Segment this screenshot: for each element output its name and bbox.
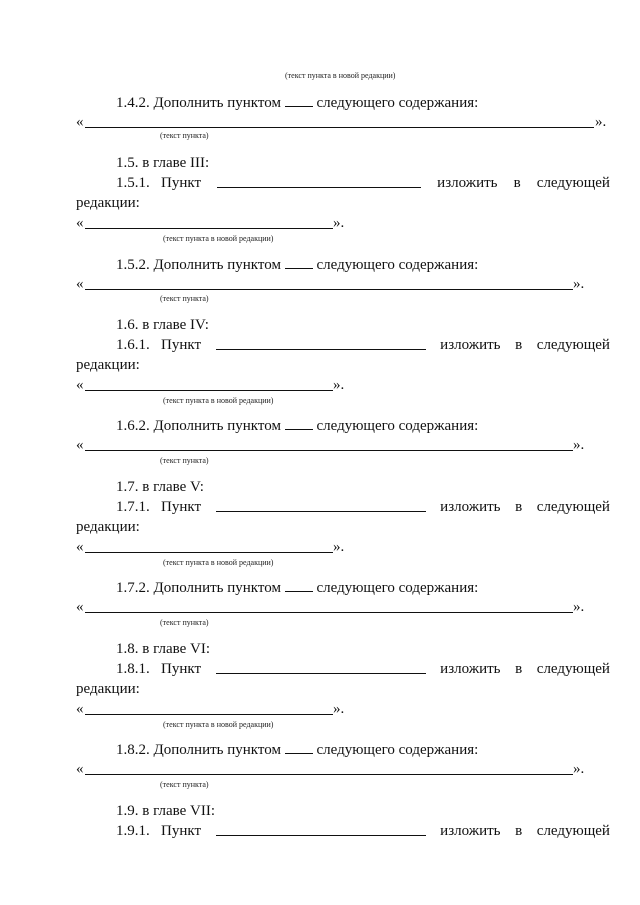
item-number: 1.7.1. bbox=[116, 499, 150, 515]
point-number-blank[interactable] bbox=[285, 578, 313, 592]
caption-text: (текст пункта) bbox=[160, 618, 209, 627]
text-blank-line[interactable] bbox=[85, 127, 594, 128]
close-quote: ». bbox=[333, 377, 345, 393]
point-number-blank[interactable] bbox=[216, 336, 426, 350]
izlozhit-word: изложить bbox=[437, 175, 498, 191]
redaktsii-word: редакции: bbox=[76, 357, 140, 373]
punkt-word: Пункт bbox=[161, 499, 202, 515]
open-quote: « bbox=[76, 539, 84, 555]
v-word: в bbox=[515, 661, 523, 677]
item-number: 1.4.2. bbox=[116, 95, 150, 111]
sled-word: следующей bbox=[536, 337, 610, 353]
point-number-blank[interactable] bbox=[216, 498, 426, 512]
open-quote: « bbox=[76, 114, 84, 130]
add-after-text: следующего содержания: bbox=[316, 95, 479, 111]
open-quote: « bbox=[76, 437, 84, 453]
close-quote: ». bbox=[333, 215, 345, 231]
open-quote: « bbox=[76, 761, 84, 777]
item-number: 1.8.1. bbox=[116, 661, 150, 677]
redaktsii-word: редакции: bbox=[76, 681, 140, 697]
open-quote: « bbox=[76, 701, 84, 717]
new-text-blank-line[interactable] bbox=[85, 552, 333, 553]
izlozhit-word: изложить bbox=[440, 337, 501, 353]
add-after-text: следующего содержания: bbox=[316, 257, 479, 273]
v-word: в bbox=[515, 337, 523, 353]
sled-word: следующей bbox=[536, 661, 610, 677]
caption-new-text: (текст пункта в новой редакции) bbox=[163, 720, 274, 729]
point-number-blank[interactable] bbox=[217, 174, 421, 188]
item-1-5-2 bbox=[116, 255, 478, 274]
item-1-8-1 bbox=[116, 660, 610, 678]
caption-text: (текст пункта) bbox=[160, 780, 209, 789]
point-number-blank[interactable] bbox=[285, 93, 313, 107]
item-1-9-1 bbox=[116, 822, 610, 840]
caption-new-text: (текст пункта в новой редакции) bbox=[163, 234, 274, 243]
punkt-word: Пункт bbox=[161, 175, 202, 191]
close-quote: ». bbox=[573, 437, 585, 453]
punkt-word: Пункт bbox=[161, 661, 202, 677]
izlozhit-word: изложить bbox=[440, 499, 501, 515]
point-number-blank[interactable] bbox=[285, 740, 313, 754]
add-before-text: Дополнить пунктом bbox=[153, 418, 281, 434]
caption-text: (текст пункта) bbox=[160, 456, 209, 465]
item-1-5-1 bbox=[116, 174, 610, 192]
close-quote: ». bbox=[573, 276, 585, 292]
add-before-text: Дополнить пунктом bbox=[153, 95, 281, 111]
new-text-blank-line[interactable] bbox=[85, 228, 333, 229]
close-quote: ». bbox=[333, 701, 345, 717]
close-quote: ». bbox=[333, 539, 345, 555]
item-number: 1.9.1. bbox=[116, 823, 150, 839]
izlozhit-word: изложить bbox=[440, 661, 501, 677]
punkt-word: Пункт bbox=[161, 337, 202, 353]
point-number-blank[interactable] bbox=[216, 660, 426, 674]
close-quote: ». bbox=[573, 761, 585, 777]
open-quote: « bbox=[76, 276, 84, 292]
caption-text: (текст пункта) bbox=[160, 131, 209, 140]
item-1-6-2 bbox=[116, 416, 478, 435]
chapter-heading: 1.9. в главе VII: bbox=[116, 803, 216, 819]
v-word: в bbox=[515, 823, 523, 839]
point-number-blank[interactable] bbox=[216, 822, 426, 836]
text-blank-line[interactable] bbox=[85, 774, 573, 775]
redaktsii-word: редакции: bbox=[76, 195, 140, 211]
point-number-blank[interactable] bbox=[285, 416, 313, 430]
item-1-8-2 bbox=[116, 740, 478, 759]
add-before-text: Дополнить пунктом bbox=[153, 742, 281, 758]
caption-new-text: (текст пункта в новой редакции) bbox=[285, 71, 396, 80]
sled-word: следующей bbox=[536, 823, 610, 839]
item-1-6-1 bbox=[116, 336, 610, 354]
text-blank-line[interactable] bbox=[85, 289, 573, 290]
sled-word: следующей bbox=[536, 175, 610, 191]
close-quote: ». bbox=[573, 599, 585, 615]
item-number: 1.5.1. bbox=[116, 175, 150, 191]
new-text-blank-line[interactable] bbox=[85, 714, 333, 715]
punkt-word: Пункт bbox=[161, 823, 202, 839]
open-quote: « bbox=[76, 215, 84, 231]
add-before-text: Дополнить пунктом bbox=[153, 580, 281, 596]
new-text-blank-line[interactable] bbox=[85, 390, 333, 391]
item-number: 1.6.2. bbox=[116, 418, 150, 434]
point-number-blank[interactable] bbox=[285, 255, 313, 269]
text-blank-line[interactable] bbox=[85, 450, 573, 451]
item-number: 1.5.2. bbox=[116, 257, 150, 273]
chapter-heading: 1.7. в главе V: bbox=[116, 479, 204, 495]
add-after-text: следующего содержания: bbox=[316, 742, 479, 758]
add-before-text: Дополнить пунктом bbox=[153, 257, 281, 273]
open-quote: « bbox=[76, 599, 84, 615]
v-word: в bbox=[515, 499, 523, 515]
item-number: 1.7.2. bbox=[116, 580, 150, 596]
sled-word: следующей bbox=[536, 499, 610, 515]
caption-text: (текст пункта) bbox=[160, 294, 209, 303]
redaktsii-word: редакции: bbox=[76, 519, 140, 535]
chapter-heading: 1.8. в главе VI: bbox=[116, 641, 211, 657]
chapter-heading: 1.6. в главе IV: bbox=[116, 317, 209, 333]
item-1-4-2 bbox=[116, 93, 478, 112]
caption-new-text: (текст пункта в новой редакции) bbox=[163, 396, 274, 405]
add-after-text: следующего содержания: bbox=[316, 418, 479, 434]
item-number: 1.6.1. bbox=[116, 337, 150, 353]
chapter-heading: 1.5. в главе III: bbox=[116, 155, 210, 171]
open-quote: « bbox=[76, 377, 84, 393]
v-word: в bbox=[513, 175, 521, 191]
caption-new-text: (текст пункта в новой редакции) bbox=[163, 558, 274, 567]
izlozhit-word: изложить bbox=[440, 823, 501, 839]
item-1-7-2 bbox=[116, 578, 478, 597]
add-after-text: следующего содержания: bbox=[316, 580, 479, 596]
close-quote: ». bbox=[595, 114, 607, 130]
item-1-7-1 bbox=[116, 498, 610, 516]
item-number: 1.8.2. bbox=[116, 742, 150, 758]
text-blank-line[interactable] bbox=[85, 612, 573, 613]
